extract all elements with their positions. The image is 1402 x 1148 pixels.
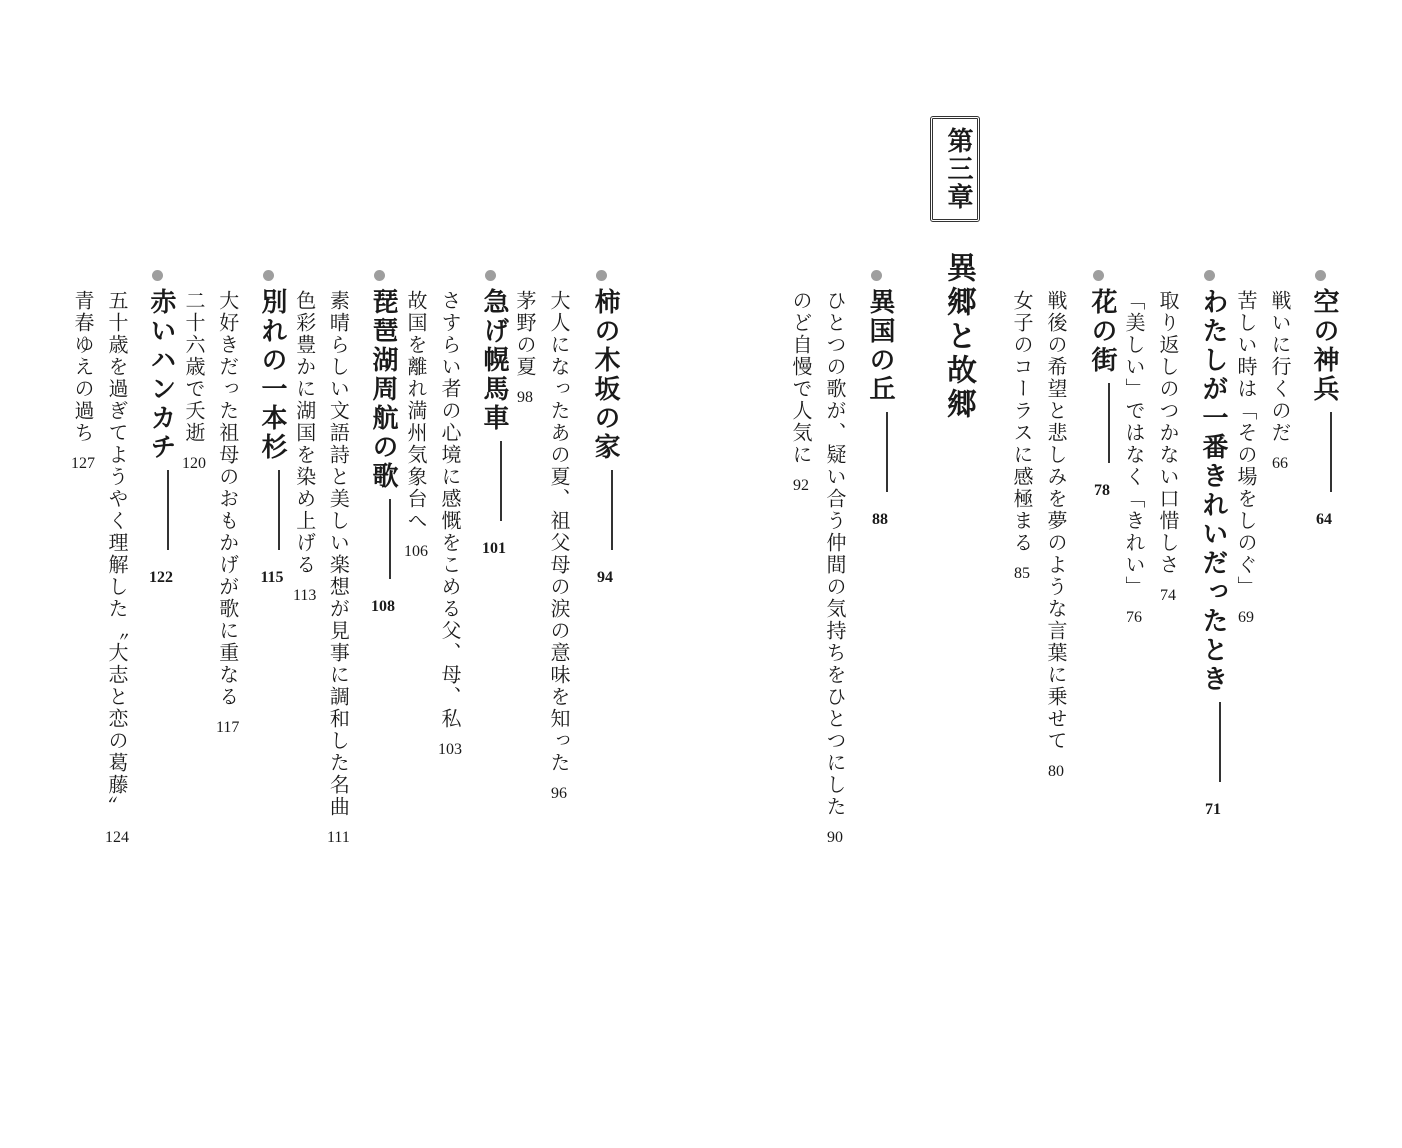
toc-subentry[interactable]: 青春ゆえの過ち127	[71, 290, 95, 472]
bullet-icon	[871, 270, 882, 281]
toc-subentry[interactable]: ひとつの歌が、疑い合う仲間の気持ちをひとつにした90	[823, 290, 847, 846]
bullet-icon	[485, 270, 496, 281]
toc-subentry[interactable]: 色彩豊かに湖国を染め上げる113	[292, 290, 317, 604]
bullet-icon	[1093, 270, 1104, 281]
toc-entry-title[interactable]: 急げ幌馬車101	[479, 288, 509, 557]
toc-subentry[interactable]: 戦いに行くのだ66	[1268, 290, 1292, 472]
bullet-icon	[596, 270, 607, 281]
toc-subentry[interactable]: 女子のコーラスに感極まる85	[1010, 290, 1034, 582]
toc-entry-title[interactable]: 空の神兵64	[1309, 288, 1339, 528]
toc-subentry[interactable]: 故国を離れ満州気象台へ106	[404, 290, 428, 560]
toc-subentry[interactable]: 苦しい時は「その場をしのぐ」69	[1234, 290, 1258, 626]
toc-subentry[interactable]: 五十歳を過ぎてようやく理解した〝大志と恋の葛藤〟124	[105, 290, 129, 846]
chapter-label: 第三章	[943, 127, 973, 211]
bullet-icon	[374, 270, 385, 281]
chapter-label-box	[930, 116, 980, 222]
bullet-icon	[1315, 270, 1326, 281]
toc-entry-title[interactable]: 別れの一本杉115	[257, 288, 287, 586]
toc-entry-title[interactable]: 赤いハンカチ122	[146, 288, 176, 586]
bullet-icon	[263, 270, 274, 281]
toc-subentry[interactable]: 茅野の夏98	[513, 290, 537, 406]
toc-entry-title[interactable]: 異国の丘88	[865, 288, 895, 528]
toc-subentry[interactable]: 大好きだった祖母のおもかげが歌に重なる117	[215, 290, 240, 736]
bullet-icon	[1204, 270, 1215, 281]
bullet-icon	[152, 270, 163, 281]
toc-subentry[interactable]: 取り返しのつかない口惜しさ74	[1156, 290, 1180, 604]
toc-entry-title[interactable]: 柿の木坂の家94	[590, 288, 620, 586]
toc-subentry[interactable]: 戦後の希望と悲しみを夢のような言葉に乗せて80	[1044, 290, 1068, 780]
toc-entry-title[interactable]: わたしが一番きれいだったとき71	[1198, 288, 1228, 818]
toc-subentry[interactable]: のど自慢で人気に92	[789, 290, 813, 494]
section-title: 異郷と故郷	[941, 252, 976, 422]
toc-subentry[interactable]: 大人になったあの夏、祖父母の涙の意味を知った96	[547, 290, 571, 802]
toc-entry-title[interactable]: 花の街78	[1087, 288, 1117, 499]
toc-subentry[interactable]: 「美しい」ではなく「きれい」76	[1122, 290, 1146, 626]
toc-subentry[interactable]: さすらい者の心境に感慨をこめる父、母、私103	[438, 290, 462, 758]
toc-subentry[interactable]: 素晴らしい文語詩と美しい楽想が見事に調和した名曲111	[326, 290, 351, 846]
toc-subentry[interactable]: 二十六歳で夭逝120	[182, 290, 206, 472]
toc-entry-title[interactable]: 琵琶湖周航の歌108	[368, 288, 398, 615]
